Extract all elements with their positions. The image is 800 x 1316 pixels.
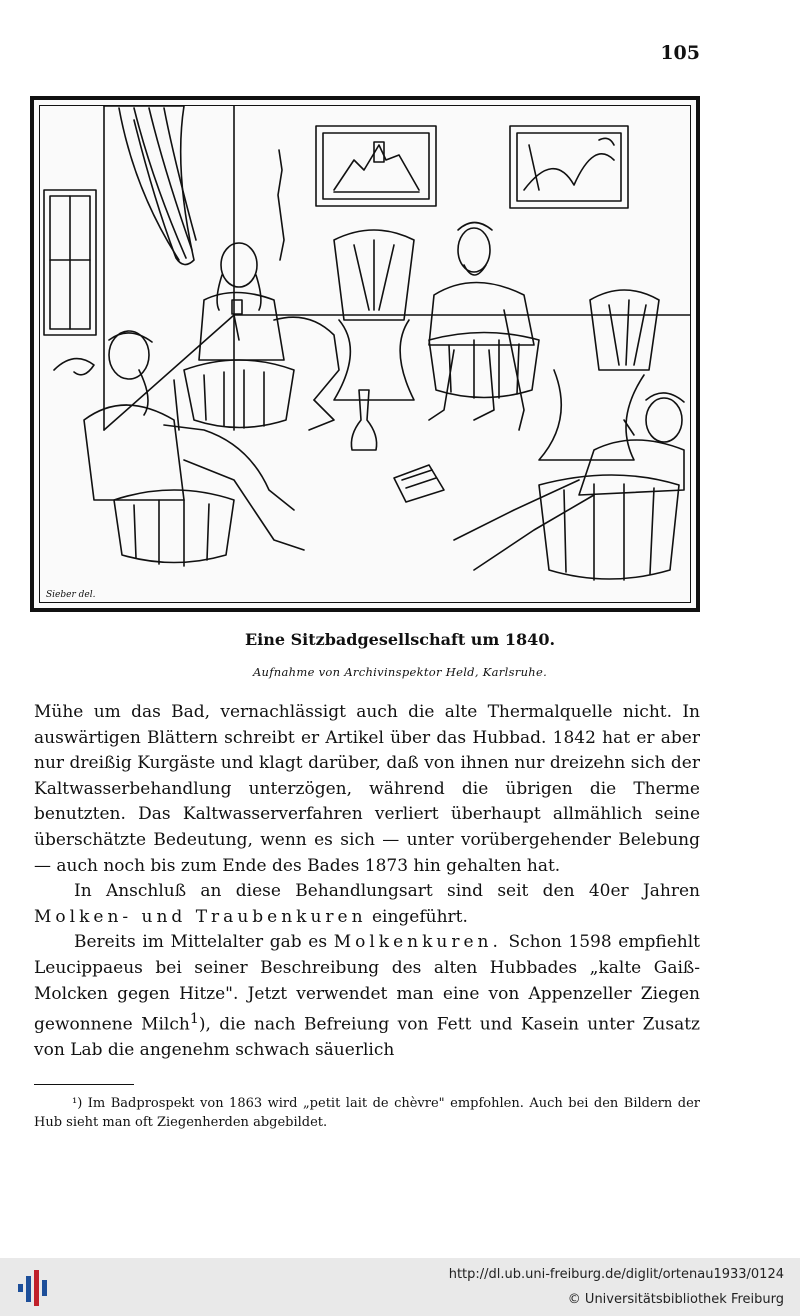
paragraph-3-end: ), die nach Befreiung von Fett und Kasein unter Zusatz von Lab die angenehm schwach säuerlich: [34, 1014, 701, 1061]
footnote-reference: 1: [189, 1011, 199, 1028]
artist-signature: Sieber del.: [46, 590, 96, 600]
paragraph-3-mid: Schon 1598 empfiehlt Leucippaeus bei seiner Beschreibung des alten Hubbades „kalte Gaiß-Molcken gegen Hitze". Jetzt verwendet man eine von Appenzeller Ziegen gewonnene Milch: [34, 932, 700, 1035]
bottle-drawing: [351, 390, 376, 450]
paper-on-floor: [394, 465, 444, 502]
tub-back-left: [184, 360, 294, 428]
footnote-text: Im Badprospekt von 1863 wird „petit lait de chèvre" empfohlen. Auch bei den Bildern der Hub sieht man oft Ziegenherden abgebildet.: [34, 1096, 700, 1130]
sitz-bath-scene-drawing: [34, 100, 696, 608]
wall-ornament: [54, 359, 94, 375]
paragraph-3-spaced: Molkenkuren.: [333, 932, 502, 953]
engraving-illustration: [30, 96, 700, 612]
copyright-notice: © Universitätsbibliothek Freiburg: [567, 1292, 784, 1307]
document-url-link[interactable]: http://dl.ub.uni-freiburg.de/diglit/ortenau1933/0124: [448, 1267, 784, 1282]
ub-freiburg-logo-icon: [16, 1266, 50, 1312]
figure-caption: Eine Sitzbadgesellschaft um 1840.: [244, 630, 556, 649]
tub-front-left: [114, 490, 234, 566]
paragraph-2-start: In Anschluß an diese Behandlungsart sind seit den 40er Jahren: [74, 881, 700, 902]
footnote: [34, 1094, 700, 1132]
viewer-footer-bar: [0, 1258, 800, 1316]
framed-picture-castle: [316, 126, 436, 206]
figure-credit: Aufnahme von Archivinspektor Held, Karlsruhe.: [252, 665, 548, 679]
window-drawing: [44, 190, 96, 335]
paragraph-3: [34, 930, 700, 1064]
page-number: 105: [660, 42, 700, 64]
paragraph-2: [34, 879, 700, 930]
paragraph-1: Mühe um das Bad, vernachlässigt auch die alte Thermalquelle nicht. In auswärtigen Blättern schreibt er Artikel über das Hubbad. 1842 hat er aber nur dreißig Kurgäste und klagt darüber, daß von ihnen nur dreizehn sich der Kaltwasserbehandlung unterzögen, während die übrigen die Therme benutzten. Das Kaltwasserverfahren verliert überhaupt allmählich seine überschätzte Bedeutung, wenn es sich — unter vorübergehender Belebung — auch noch bis zum Ende des Bades 1873 hin gehalten hat.: [34, 702, 700, 876]
man-center-right: [429, 223, 534, 431]
paragraph-2-spaced: Molken- und Traubenkuren: [34, 906, 367, 927]
paragraph-3-start: Bereits im Mittelalter gab es: [74, 932, 328, 953]
man-back-left: [199, 243, 339, 430]
man-front-right: [454, 393, 684, 570]
tub-center-right: [429, 333, 539, 399]
footnote-rule: [34, 1084, 134, 1085]
footnote-marker: ¹): [72, 1096, 83, 1111]
hanging-cord: [278, 150, 284, 260]
curtain-drawing: [104, 106, 196, 265]
paragraph-2-end: eingeführt.: [371, 906, 468, 927]
body-text: [34, 700, 700, 1064]
framed-picture-landscape: [510, 126, 628, 208]
